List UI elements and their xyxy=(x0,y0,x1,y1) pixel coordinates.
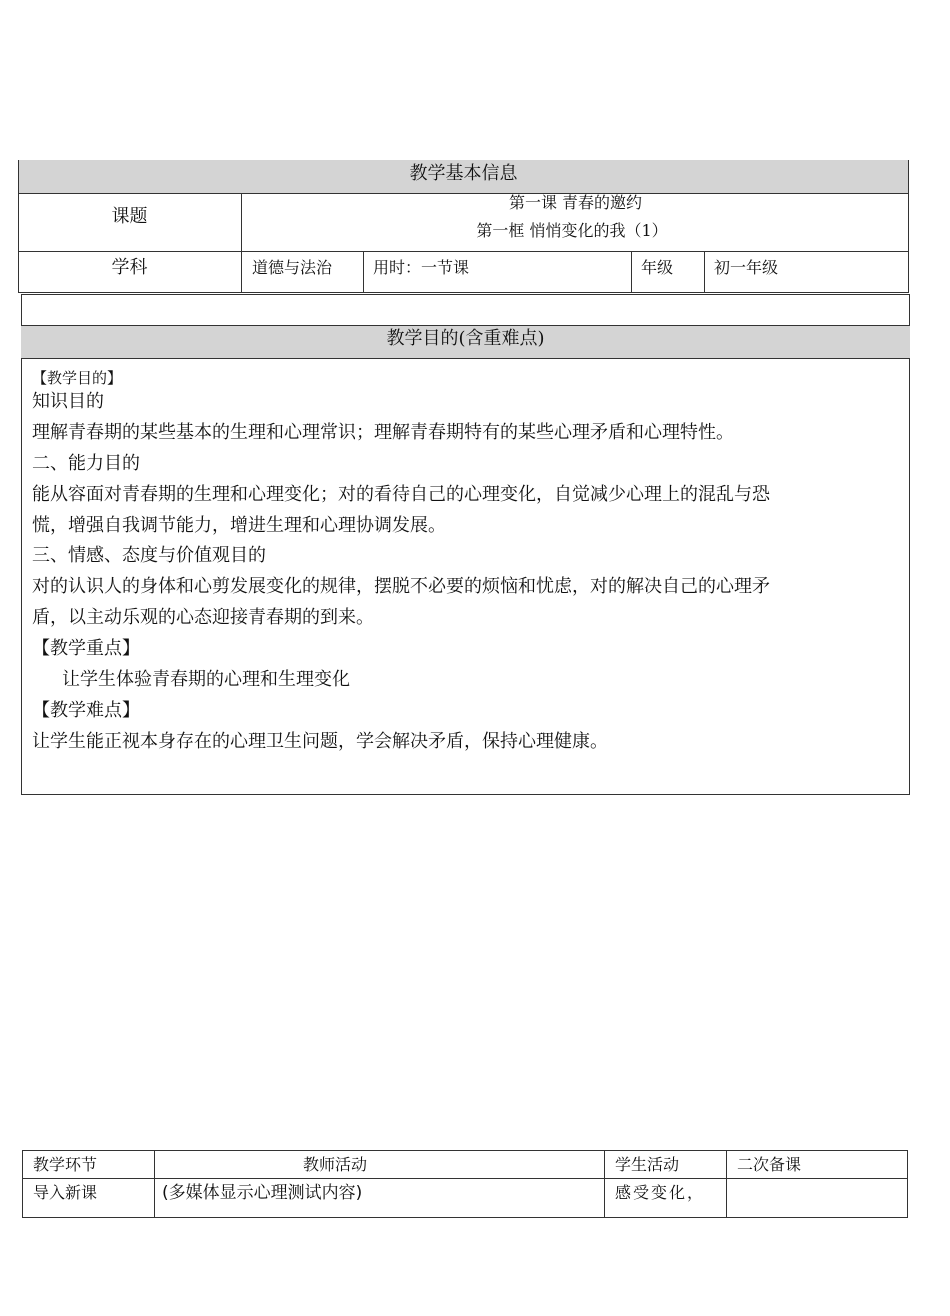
time-text: 用时：一节课 xyxy=(373,258,470,277)
grade-value: 初一年级 xyxy=(714,258,779,277)
ability-heading: 二、能力目的 xyxy=(32,453,140,474)
emotion-heading: 三、情感、态度与价值观目的 xyxy=(32,545,266,566)
knowledge-heading: 知识目的 xyxy=(32,391,104,412)
grade-label: 年级 xyxy=(641,258,674,277)
emotion-text-line1: 对的认识人的身体和心剪发展变化的规律，摆脱不必要的烦恼和忧虑，对的解决自己的心理矛 xyxy=(32,576,770,597)
knowledge-text: 理解青春期的某些基本的生理和心理常识；理解青春期特有的某些心理矛盾和心理特性。 xyxy=(32,422,734,443)
basic-info-header: 教学基本信息 xyxy=(409,163,518,184)
ability-text-line1: 能从容面对青春期的生理和心理变化；对的看待自己的心理变化，自觉减少心理上的混乱与恐 xyxy=(32,484,770,505)
goals-heading: 【教学目的】 xyxy=(32,369,123,387)
process-header-stage: 教学环节 xyxy=(33,1155,98,1174)
process-header-revision: 二次备课 xyxy=(737,1155,802,1174)
key-heading: 【教学重点】 xyxy=(32,638,140,659)
subject-label: 学科 xyxy=(111,257,148,278)
topic-line-2: 第一框 悄悄变化的我（1） xyxy=(476,221,668,240)
ability-text-line2: 慌，增强自我调节能力，增进生理和心理协调发展。 xyxy=(32,515,446,536)
process-header-teacher: 教师活动 xyxy=(302,1155,367,1174)
process-header-student: 学生活动 xyxy=(615,1155,680,1174)
process-row-stage: 导入新课 xyxy=(33,1183,98,1202)
difficulty-heading: 【教学难点】 xyxy=(32,700,140,721)
process-row-teacher: (多媒体显示心理测试内容) xyxy=(162,1183,363,1203)
subject-value: 道德与法治 xyxy=(252,258,333,277)
emotion-text-line2: 盾，以主动乐观的心态迎接青春期的到来。 xyxy=(32,607,374,628)
process-row-student: 感受变化， xyxy=(615,1183,706,1202)
key-text: 让学生体验青春期的心理和生理变化 xyxy=(62,669,350,690)
difficulty-text: 让学生能正视本身存在的心理卫生问题，学会解决矛盾，保持心理健康。 xyxy=(32,731,608,752)
topic-line-1: 第一课 青春的邀约 xyxy=(508,193,643,212)
objectives-header: 教学目的(含重难点) xyxy=(386,328,545,349)
topic-label: 课题 xyxy=(111,206,148,227)
